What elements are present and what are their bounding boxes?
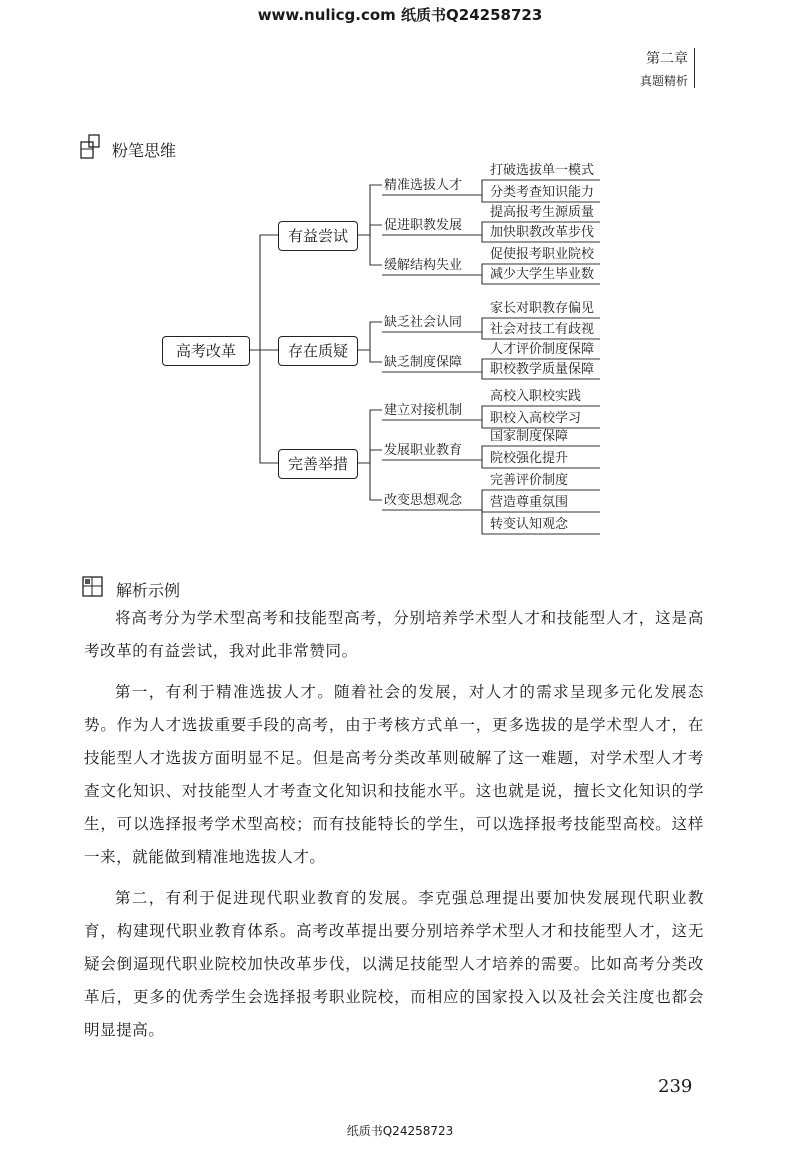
mindmap-leaf: 高校入职校实践 [490,389,582,404]
mindmap-leaf: 家长对职教存偏见 [490,301,595,316]
mindmap-leaf: 加快职教改革步伐 [490,225,595,240]
mindmap-leaf: 国家制度保障 [490,429,569,444]
mindmap-leaf: 社会对技工有歧视 [490,322,595,337]
analysis-section-icon [82,576,104,598]
mindmap-leaf: 职校入高校学习 [490,411,582,426]
mindmap-branch: 完善举措 [278,449,358,479]
section-label: 真题精析 [639,74,688,88]
mindmap-sub: 促进职教发展 [384,218,463,233]
mindmap-title: 粉笔思维 [112,141,177,160]
mindmap-leaf: 院校强化提升 [490,451,569,466]
mindmap-branch: 存在质疑 [278,336,358,366]
paragraph: 将高考分为学术型高考和技能型高考，分别培养学术型人才和技能型人才，这是高考改革的有益尝试，我对此非常赞同。 [84,609,704,660]
mindmap-sub: 精准选拔人才 [384,178,463,193]
chapter-label: 第二章 [646,51,688,67]
header-divider [694,48,695,88]
mindmap-sub: 缺乏制度保障 [384,355,463,370]
mindmap-leaf: 人才评价制度保障 [490,342,595,357]
mindmap-branch: 有益尝试 [278,221,358,251]
mindmap-leaf: 分类考查知识能力 [490,185,595,200]
mindmap-leaf: 职校教学质量保障 [490,362,595,377]
mindmap-root: 高考改革 [162,336,250,366]
mindmap-sub: 发展职业教育 [384,443,463,458]
mindmap-sub: 建立对接机制 [384,403,463,418]
mindmap-section-icon [80,134,102,160]
mindmap-leaf: 完善评价制度 [490,473,569,488]
watermark-bottom: 纸质书Q24258723 [346,1124,454,1138]
analysis-body [84,602,704,1047]
paragraph: 第一，有利于精准选拔人才。随着社会的发展，对人才的需求呈现多元化发展态势。作为人才选拔重要手段的高考，由于考核方式单一，更多选拔的是学术型人才，在技能型人才选拔方面明显不足。但是高考分类改革则破解了这一难题，对学术型人才考查文化知识、对技能型人才考查文化知识和技能水平。这也就是说，擅长文化知识的学生，可以选择报考学术型高校；而有技能特长的学生，可以选择报考技能型高校。这样一来，就能做到精准地选拔人才。 [84,683,704,866]
watermark-top: www.nulicg.com 纸质书Q24258723 [257,6,543,24]
mindmap-leaf: 营造尊重氛围 [490,495,569,510]
paragraph: 第二，有利于促进现代职业教育的发展。李克强总理提出要加快发展现代职业教育，构建现代职业教育体系。高考改革提出要分别培养学术型人才和技能型人才，这无疑会倒逼现代职业院校加快改革步伐，以满足技能型人才培养的需要。比如高考分类改革后，更多的优秀学生会选择报考职业院校，而相应的国家投入以及社会关注度也都会明显提高。 [84,889,704,1039]
mindmap-leaf: 减少大学生毕业数 [490,267,595,282]
mindmap-leaf: 促使报考职业院校 [490,247,595,262]
mindmap-sub: 改变思想观念 [384,493,463,508]
analysis-title: 解析示例 [116,581,181,600]
mindmap [160,160,620,540]
mindmap-sub: 缺乏社会认同 [384,315,463,330]
mindmap-leaf: 提高报考生源质量 [490,205,595,220]
mindmap-sub: 缓解结构失业 [384,258,463,273]
mindmap-leaf: 转变认知观念 [490,517,569,532]
mindmap-leaf: 打破选拔单一模式 [490,163,595,178]
page-number: 239 [658,1076,693,1097]
